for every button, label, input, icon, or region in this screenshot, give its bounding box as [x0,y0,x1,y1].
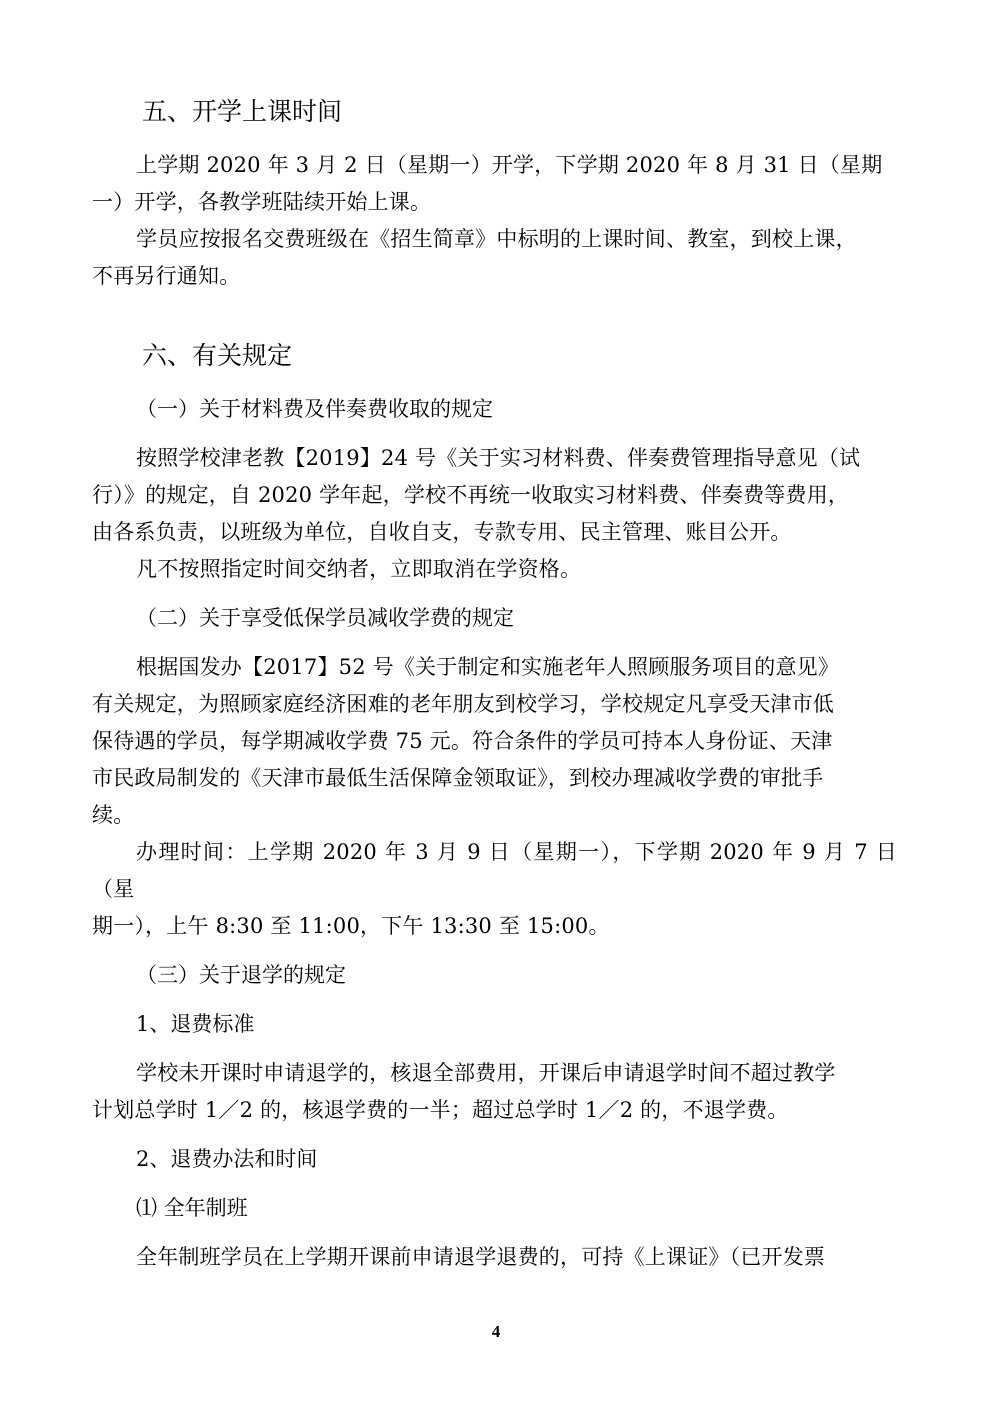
text-line: 不再另行通知。 [92,264,241,288]
text-line: 由各系负责，以班级为单位，自收自支，专款专用、民主管理、账目公开。 [92,520,792,544]
paragraph-material-fees [92,440,897,551]
text-line: 保待遇的学员，每学期减收学费 75 元。符合条件的学员可持本人身份证、天津 [92,729,833,753]
paragraph-refund-standard [92,1055,897,1129]
paragraph-payment-deadline: 凡不按照指定时间交纳者，立即取消在学资格。 [136,557,582,581]
text-line: 学校未开课时申请退学的，核退全部费用，开课后申请退学时间不超过教学 [136,1061,836,1085]
document-body [92,92,897,1276]
text-line: 学员应按报名交费班级在《招生简章》中标明的上课时间、教室，到校上课， [136,227,857,251]
text-line: 续。 [92,803,135,827]
text-line: 一）开学，各教学班陆续开始上课。 [92,190,432,214]
section-heading-regulations: 六、有关规定 [142,341,293,370]
paragraph-processing-time [92,834,897,945]
subsection-title-withdrawal: （三）关于退学的规定 [136,963,346,987]
item-title-refund-standard: 1、退费标准 [136,1012,255,1036]
page-number: 4 [491,1322,501,1341]
item-subtitle-full-year-class: ⑴ 全年制班 [136,1196,248,1220]
text-line: 有关规定，为照顾家庭经济困难的老年朋友到校学习，学校规定凡享受天津市低 [92,692,834,716]
paragraph-semester-dates [92,147,897,221]
subsection-title-material-fees: （一）关于材料费及伴奏费收取的规定 [136,397,493,421]
text-line: 办理时间：上学期 2020 年 3 月 9 日（星期一），下学期 2020 年 9 月 7 日（星 [92,840,897,901]
subsection-title-low-income: （二）关于享受低保学员减收学费的规定 [136,606,514,630]
text-line: 上学期 2020 年 3 月 2 日（星期一）开学，下学期 2020 年 8 月 31 日（星期 [136,153,883,177]
section-heading-start-time: 五、开学上课时间 [142,97,343,126]
text-line: 计划总学时 1／2 的，核退学费的一半；超过总学时 1／2 的，不退学费。 [92,1098,789,1122]
text-line: 期一），上午 8:30 至 11:00，下午 13:30 至 15:00。 [92,914,610,938]
text-line: 按照学校津老教【2019】24 号《关于实习材料费、伴奏费管理指导意见（试 [136,446,861,470]
text-line: 行）》的规定，自 2020 学年起，学校不再统一收取实习材料费、伴奏费等费用， [92,483,850,507]
item-title-refund-method: 2、退费办法和时间 [136,1147,318,1171]
paragraph-low-income-policy [92,649,897,834]
paragraph-full-year-refund: 全年制班学员在上学期开课前申请退学退费的，可持《上课证》（已开发票 [136,1245,826,1269]
text-line: 市民政局制发的《天津市最低生活保障金领取证》，到校办理减收学费的审批手 [92,766,824,790]
text-line: 根据国发办【2017】52 号《关于制定和实施老年人照顾服务项目的意见》 [136,655,840,679]
paragraph-attendance-note [92,221,897,295]
